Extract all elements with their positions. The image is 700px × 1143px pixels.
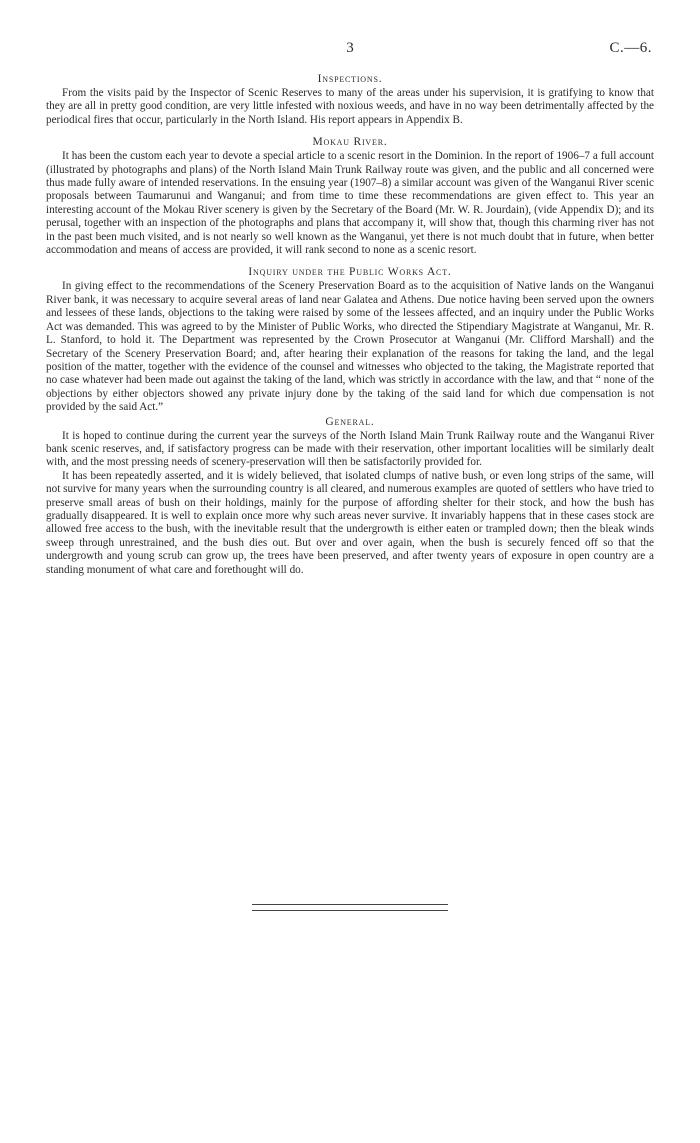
section-general: [46, 415, 654, 577]
paragraph: In giving effect to the recommendations of the Scenery Preservation Board as to the acquisition of Native lands on the Wanganui River bank, it was necessary to acquire several areas of land near Galatea and Athens. Due notice having been served upon the owners and lessees of these lands, objections to the taking were raised by some of the lessees affected, and an inquiry under the Public Works Act was demanded. This was agreed to by the Minister of Public Works, who directed the Stipendiary Magistrate at Wanganui, Mr. R. L. Stanford, to hold it. The Department was represented by the Crown Prosecutor at Wanganui (Mr. Clifford Marshall) and the Secretary of the Scenery Preservation Board; and, after hearing their explanation of the reasons for taking the land, and the legal position of the matter, together with the evidence of the counsel and witnesses who objected to the taking, the Magistrate reported that no case whatever had been made out against the taking of the land, which was strictly in accordance with the law, and that “ none of the objections by either objectors showed any private injury done by the taking of the said land for which due compensation is not provided by the said Act.”: [46, 280, 654, 414]
paragraph: From the visits paid by the Inspector of Scenic Reserves to many of the areas under his supervision, it is gratifying to know that they are all in pretty good condition, are very little infested with noxious weeds, and have in no way been detrimentally affected by the periodical fires that occur, particularly in the North Island. His report appears in Appendix B.: [46, 87, 654, 126]
document-reference: C.—6.: [609, 40, 652, 56]
section-heading: Inquiry under the Public Works Act.: [248, 266, 452, 279]
section-heading: General.: [325, 415, 375, 428]
paragraph: It has been the custom each year to devote a special article to a scenic resort in the Dominion. In the report of 1906–7 a full account (illustrated by photographs and plans) of the North Island Main Trunk Railway route was given, and the public and all concerned were thus made fully aware of intended reservations. In the ensuing year (1907–8) a similar account was given of the Wanganui River scenic proposals between Taumarunui and Wanganui; and from time to time these recommendations are given effect to. This year an interesting account of the Mokau River scenery is given by the Secretary of the Board (Mr. W. R. Jourdain), (vide Appendix D); and its perusal, together with an inspection of the photographs and plans that accompany it, will show that, though this charming river has not in the past been much visited, and is not nearly so well known as the Wanganui, yet there is not much doubt that in future, when better accommodation and means of access are provided, it will rank second to none as a scenic resort.: [46, 150, 654, 257]
paragraph: It has been repeatedly asserted, and it is widely believed, that isolated clumps of native bush, or even long strips of the same, will not survive for many years when the surrounding country is all cleared, and numerous examples are quoted of settlers who have tried to preserve small areas of bush on their holdings, mainly for the purpose of affording shelter for their stock, and how the bush has gradually disappeared. It is well to explain once more why such areas never survive. It invariably happens that in these cases stock are allowed free access to the bush, with the inevitable result that the undergrowth is either eaten or trampled down; then the bleak winds sweep through unrestrained, and the bush dies out. But over and over again, when the bush is securely fenced off so that the undergrowth and young scrub can grow up, the trees have been preserved, and after twenty years of exposure in open country are a standing monument of what care and forethought will do.: [46, 469, 654, 576]
closing-rule: [252, 904, 448, 911]
paragraph: It is hoped to continue during the current year the surveys of the North Island Main Trunk Railway route and the Wanganui River bank scenic reserves, and, if satisfactory progress can be made with their reservation, other important localities will be similarly dealt with, and the most pressing needs of scenery-preservation will then be satisfactorily provided for.: [46, 429, 654, 469]
document-body: [46, 72, 654, 577]
section-inspections: [46, 72, 654, 127]
section-mokau-river: [46, 135, 654, 257]
page-number: 3: [346, 40, 354, 56]
section-heading: Mokau River.: [312, 136, 388, 149]
section-inquiry-public-works-act: [46, 265, 654, 414]
section-heading: Inspections.: [317, 73, 383, 85]
